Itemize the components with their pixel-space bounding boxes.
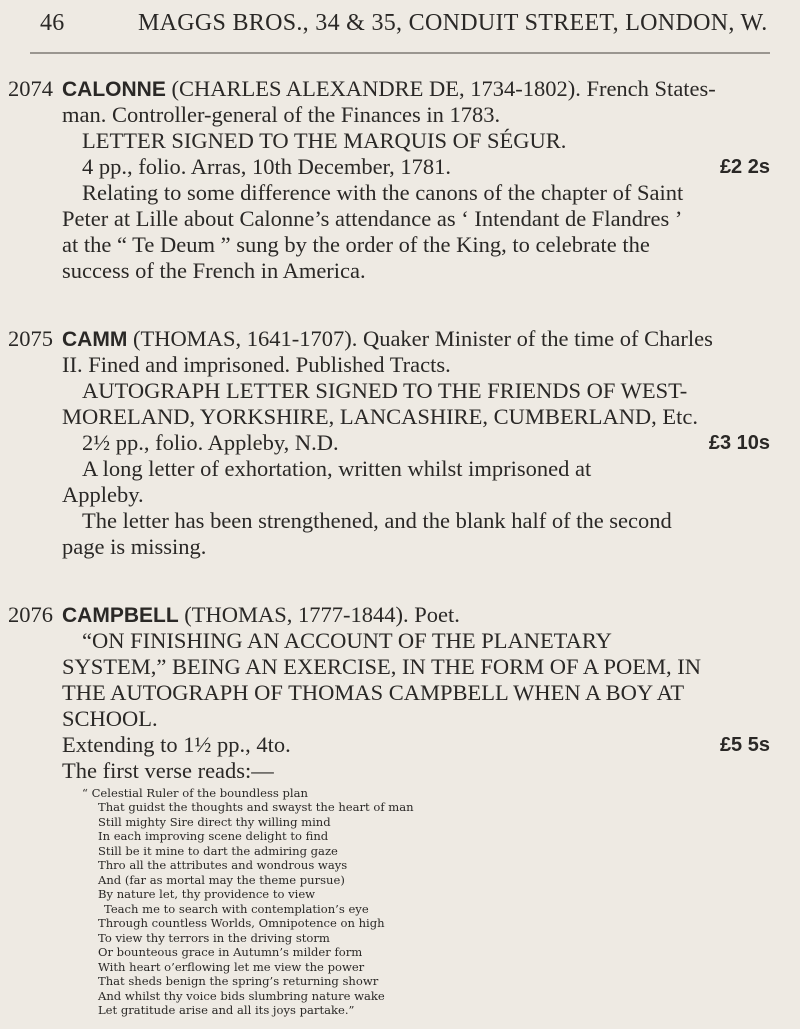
lot-number: 2075 — [8, 326, 53, 351]
poem-line: Teach me to search with contemplation’s eye — [104, 901, 369, 916]
entry-line: II. Fined and imprisoned. Published Tracts. — [62, 352, 451, 377]
page-header — [40, 10, 768, 37]
entry-title: THE AUTOGRAPH OF THOMAS CAMPBELL WHEN A BOY AT — [62, 680, 685, 705]
poem-line: With heart o’erflowing let me view the power — [98, 959, 365, 974]
poem-line: By nature let, thy providence to view — [98, 887, 316, 902]
entry-heading-text: (THOMAS, 1641-1707). Quaker Minister of the time of Charles — [127, 326, 713, 351]
entry-line: Appleby. — [62, 482, 144, 507]
poem-line: That sheds benign the spring’s returning showr — [98, 974, 379, 989]
entry-price: £2 2s — [719, 156, 770, 178]
entry-heading-text: (THOMAS, 1777-1844). Poet. — [178, 602, 460, 627]
poem-line: Let gratitude arise and all its joys partake.” — [98, 1003, 355, 1017]
entry-line: The first verse reads:— — [62, 758, 274, 783]
poem-line: That guidst the thoughts and swayst the heart of man — [98, 800, 414, 815]
entry-line: A long letter of exhortation, written whilst imprisoned at — [82, 456, 592, 481]
entry-line: man. Controller-general of the Finances in 1783. — [62, 102, 501, 127]
entry-title: SCHOOL. — [62, 706, 158, 731]
entry-title: LETTER SIGNED TO THE MARQUIS OF SÉGUR. — [82, 128, 567, 153]
entry-heading — [62, 76, 768, 103]
poem-line: And (far as mortal may the theme pursue) — [98, 872, 345, 887]
entry-price: £5 5s — [719, 734, 770, 756]
entry-collation: 4 pp., folio. Arras, 10th December, 1781. — [82, 154, 452, 179]
poem-line: In each improving scene delight to find — [98, 829, 329, 844]
entry-line: The letter has been strengthened, and the blank half of the second — [82, 508, 672, 533]
poem-line: “ Celestial Ruler of the boundless plan — [82, 786, 308, 800]
lot-number: 2074 — [8, 76, 53, 101]
entry-name: CALONNE — [62, 78, 166, 101]
entry-price: £3 10s — [708, 432, 770, 454]
entry-name: CAMPBELL — [62, 604, 179, 627]
entry-name: CAMM — [62, 328, 128, 351]
poem-line: Through countless Worlds, Omnipotence on high — [98, 916, 385, 931]
entry-heading-text: (CHARLES ALEXANDRE DE, 1734-1802). French States- — [165, 76, 716, 101]
entry-heading — [62, 602, 460, 629]
entry-line: page is missing. — [62, 534, 207, 559]
entry-heading — [62, 326, 713, 353]
header-rule — [30, 52, 770, 54]
entry-collation: 2½ pp., folio. Appleby, N.D. — [82, 430, 339, 455]
entry-title: SYSTEM,” BEING AN EXERCISE, IN THE FORM OF A POEM, IN — [62, 654, 702, 679]
publisher-line: MAGGS BROS., 34 & 35, CONDUIT STREET, LONDON, W. — [138, 10, 768, 36]
entry-title: AUTOGRAPH LETTER SIGNED TO THE FRIENDS OF WEST- — [82, 378, 688, 403]
poem-line: To view thy terrors in the driving storm — [98, 930, 330, 945]
lot-number: 2076 — [8, 602, 53, 627]
poem-line: Still be it mine to dart the admiring gaze — [98, 843, 338, 858]
entry-title: “ON FINISHING AN ACCOUNT OF THE PLANETARY — [82, 628, 612, 653]
entry-line: at the “ Te Deum ” sung by the order of the King, to celebrate the — [62, 232, 650, 257]
poem-line: Or bounteous grace in Autumn’s milder form — [98, 945, 363, 960]
entry-line: Relating to some difference with the canons of the chapter of Saint — [82, 180, 684, 205]
entry-collation: Extending to 1½ pp., 4to. — [62, 732, 291, 757]
poem-line: Still mighty Sire direct thy willing mind — [98, 814, 331, 829]
poem-line: Thro all the attributes and wondrous ways — [98, 858, 348, 873]
page-number: 46 — [40, 10, 65, 36]
entry-title: MORELAND, YORKSHIRE, LANCASHIRE, CUMBERLAND, Etc. — [62, 404, 699, 429]
poem-line: And whilst thy voice bids slumbring nature wake — [98, 988, 385, 1003]
entry-line: Peter at Lille about Calonne’s attendance as ‘ Intendant de Flandres ’ — [62, 206, 683, 231]
entry-line: success of the French in America. — [62, 258, 366, 283]
